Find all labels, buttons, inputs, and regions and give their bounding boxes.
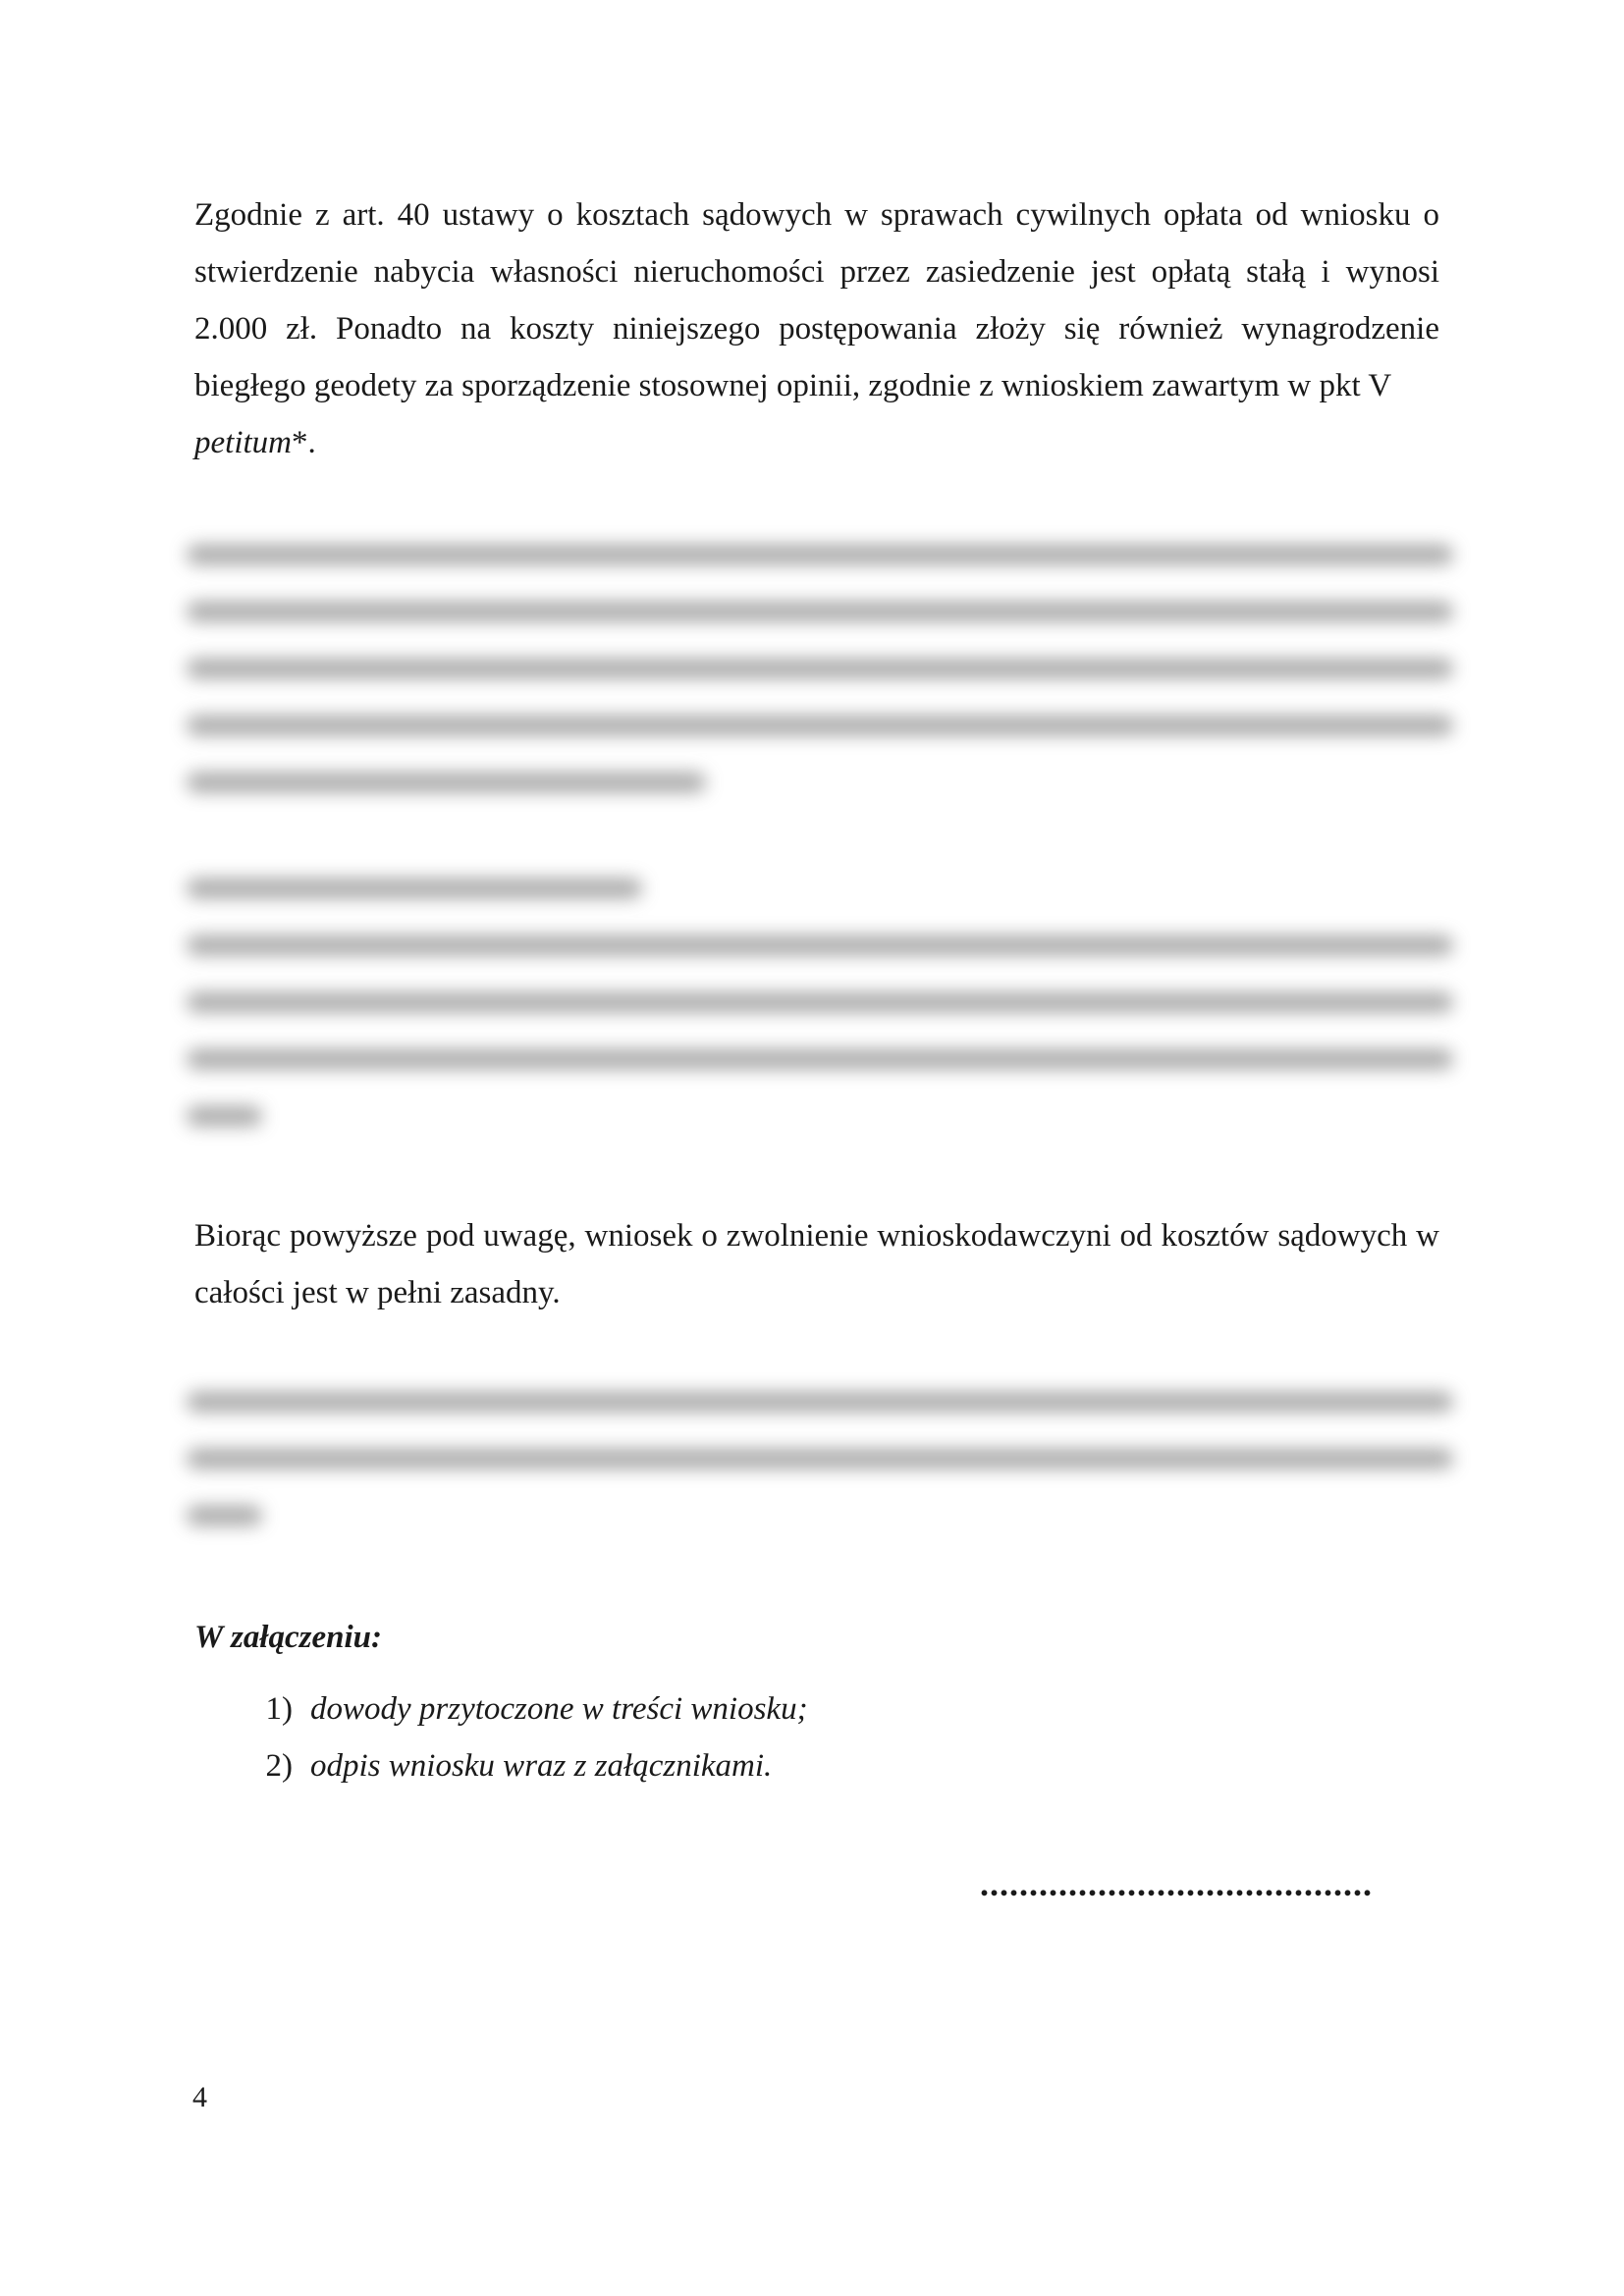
attachment-text: dowody przytoczone w treści wniosku; <box>310 1691 808 1727</box>
redacted-paragraph-2 <box>187 879 1453 1163</box>
redacted-paragraph-1 <box>187 545 1453 829</box>
attachment-text: odpis wniosku wraz z załącznikami. <box>310 1748 773 1784</box>
attachment-item <box>194 1737 1078 1794</box>
asterisk-note-mark: *. <box>291 425 316 460</box>
petitum-term: petitum <box>194 425 292 460</box>
attachments-list <box>194 1681 1078 1794</box>
attachment-item <box>194 1681 1078 1737</box>
paragraph-conclusion: Biorąc powyższe pod uwagę, wniosek o zwolnienie wnioskodawczyni od kosztów sądowych w całości jest w pełni zasadny. <box>194 1218 1439 1310</box>
attachment-number: 1) <box>265 1691 293 1727</box>
redacted-paragraph-3 <box>187 1392 1453 1563</box>
signature-placeholder: ........................................ <box>980 1864 1373 1903</box>
attachment-number: 2) <box>265 1748 293 1784</box>
paragraph-court-costs-text: Zgodnie z art. 40 ustawy o kosztach sądowych w sprawach cywilnych opłata od wniosku o stwierdzenie nabycia własności nieruchomości przez zasiedzenie jest opłatą stałą i wynosi 2.000 zł. Ponadto na koszty niniejszego postępowania złoży się również wynagrodzenie biegłego geodety za sporządzenie stosownej opinii, zgodnie z wnioskiem zawartym w pkt V <box>194 197 1439 403</box>
page-number: 4 <box>192 2081 207 2113</box>
paragraph-court-costs <box>194 187 1439 471</box>
attachments-heading: W załączeniu: <box>194 1620 383 1655</box>
